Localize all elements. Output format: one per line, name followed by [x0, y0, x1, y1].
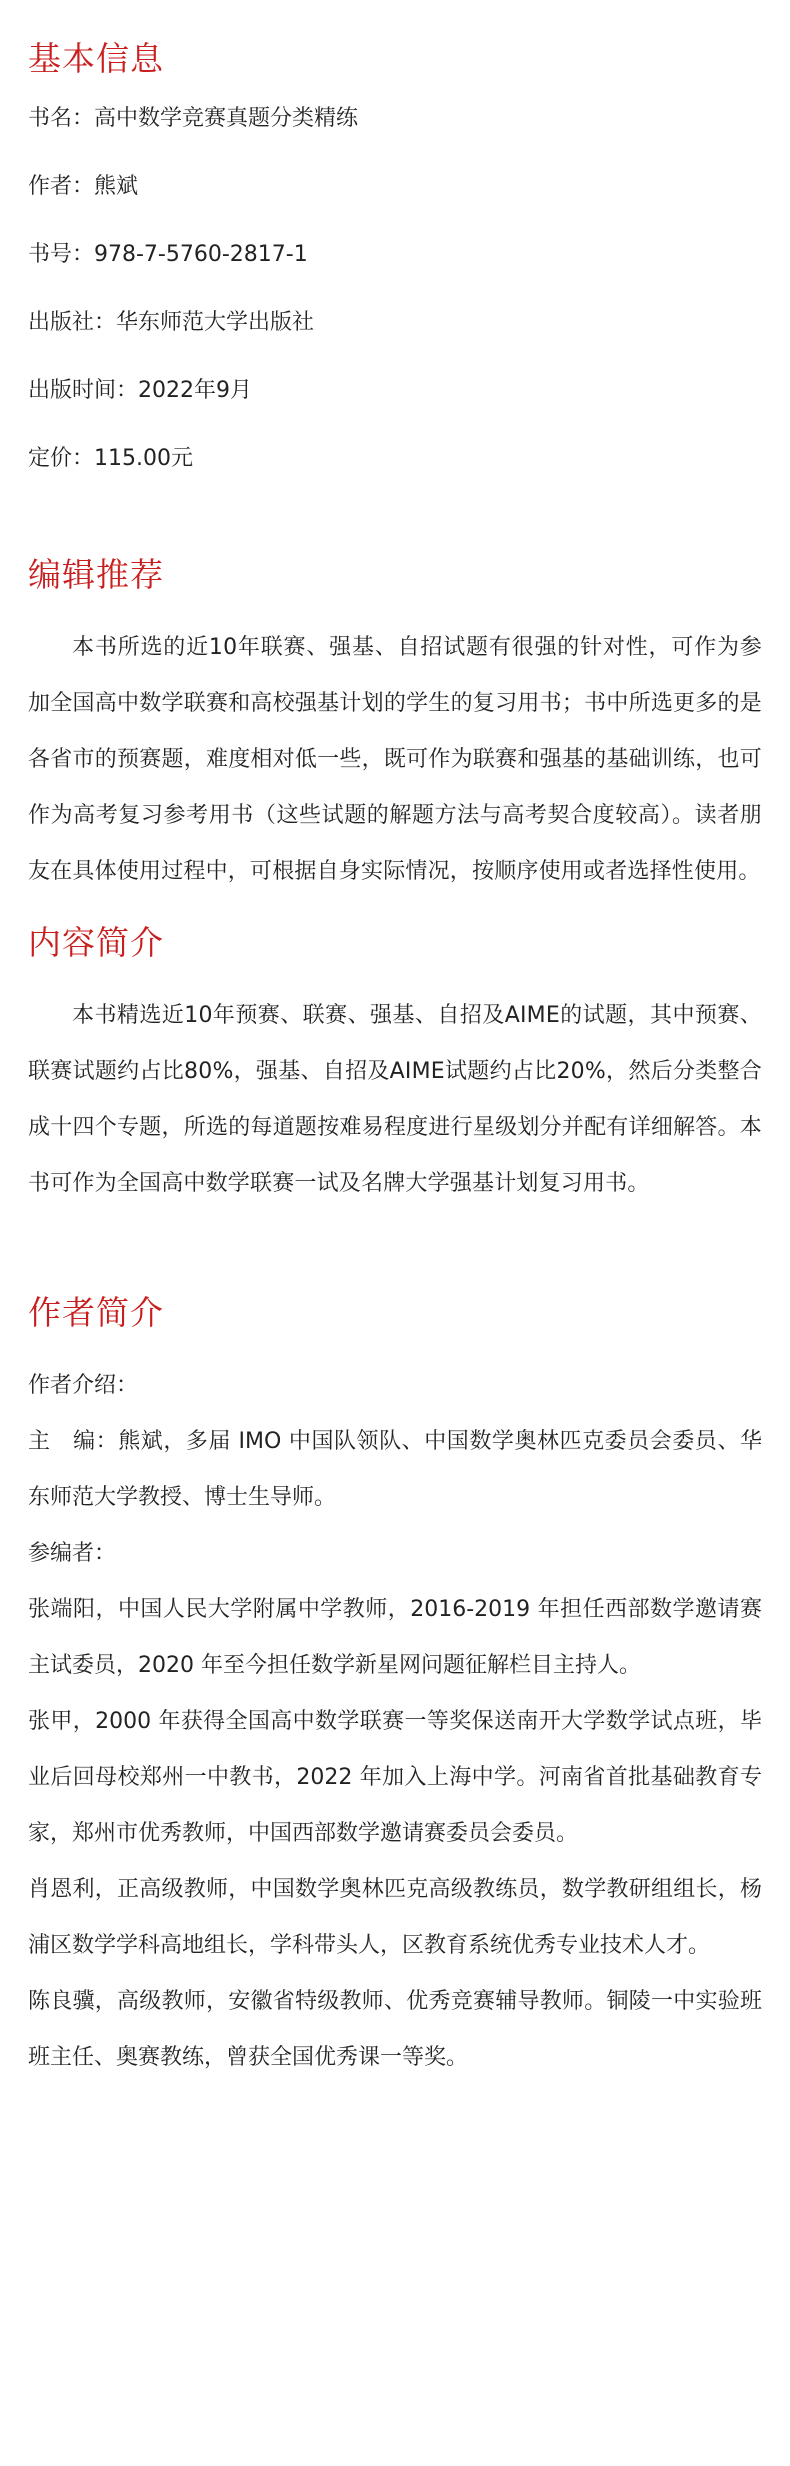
section-title-content-intro: 内容简介 — [28, 923, 164, 962]
author-intro-label: 作者介绍： — [28, 1373, 139, 1398]
book-price: 定价：115.00元 — [28, 446, 193, 471]
content-intro-text: 本书精选近10年预赛、联赛、强基、自招及AIME的试题，其中预赛、联赛试题约占比80%，强基、自招及AIME试题约占比20%，然后分类整合成十四个专题，所选的每道题按难易程度进行星级划分并配有详细解答。本书可作为全国高中数学联赛一试及名牌大学强基计划复习用书。 — [28, 1003, 762, 1196]
editor-recommend-text: 本书所选的近10年联赛、强基、自招试题有很强的针对性，可作为参加全国高中数学联赛和高校强基计划的学生的复习用书；书中所选更多的是各省市的预赛题，难度相对低一些，既可作为联赛和强基的基础训练，也可作为高考复习参考用书（这些试题的解题方法与高考契合度较高）。读者朋友在具体使用过程中，可根据自身实际情况，按顺序使用或者选择性使用。 — [28, 635, 762, 884]
section-title-basic-info: 基本信息 — [28, 39, 164, 78]
section-title-author-intro: 作者简介 — [28, 1293, 164, 1332]
spacer — [28, 512, 762, 552]
co-editor-bio: 肖恩利，正高级教师，中国数学奥林匹克高级教练员，数学教研组组长，杨浦区数学学科高地组长，学科带头人，区教育系统优秀专业技术人才。 — [28, 1877, 762, 1958]
book-author: 作者：熊斌 — [28, 174, 139, 199]
spacer — [28, 1212, 762, 1290]
co-editor-bio: 张端阳，中国人民大学附属中学教师，2016-2019 年担任西部数学邀请赛主试委员，2020 年至今担任数学新星网问题征解栏目主持人。 — [28, 1597, 762, 1678]
chief-editor-bio: 主 编：熊斌，多届 IMO 中国队领队、中国数学奥林匹克委员会委员、华东师范大学教授、博士生导师。 — [28, 1429, 762, 1510]
section-content-intro — [28, 920, 762, 1212]
section-editor-recommend — [28, 552, 762, 900]
co-editor-bio: 张甲，2000 年获得全国高中数学联赛一等奖保送南开大学数学试点班，毕业后回母校郑州一中教书，2022 年加入上海中学。河南省首批基础教育专家，郑州市优秀教师，中国西部数学邀请赛委员会委员。 — [28, 1709, 762, 1846]
co-editor-bio: 陈良骥，高级教师，安徽省特级教师、优秀竞赛辅导教师。铜陵一中实验班班主任、奥赛教练，曾获全国优秀课一等奖。 — [28, 1989, 762, 2070]
book-pub-date: 出版时间：2022年9月 — [28, 378, 252, 403]
book-isbn: 书号：978-7-5760-2817-1 — [28, 242, 308, 267]
co-editors-label: 参编者： — [28, 1541, 117, 1566]
book-name: 书名：高中数学竞赛真题分类精练 — [28, 106, 359, 131]
section-author-intro — [28, 1290, 762, 2086]
section-basic-info — [28, 36, 762, 474]
book-publisher: 出版社：华东师范大学出版社 — [28, 310, 315, 335]
spacer — [28, 900, 762, 920]
section-title-editor-recommend: 编辑推荐 — [28, 555, 164, 594]
